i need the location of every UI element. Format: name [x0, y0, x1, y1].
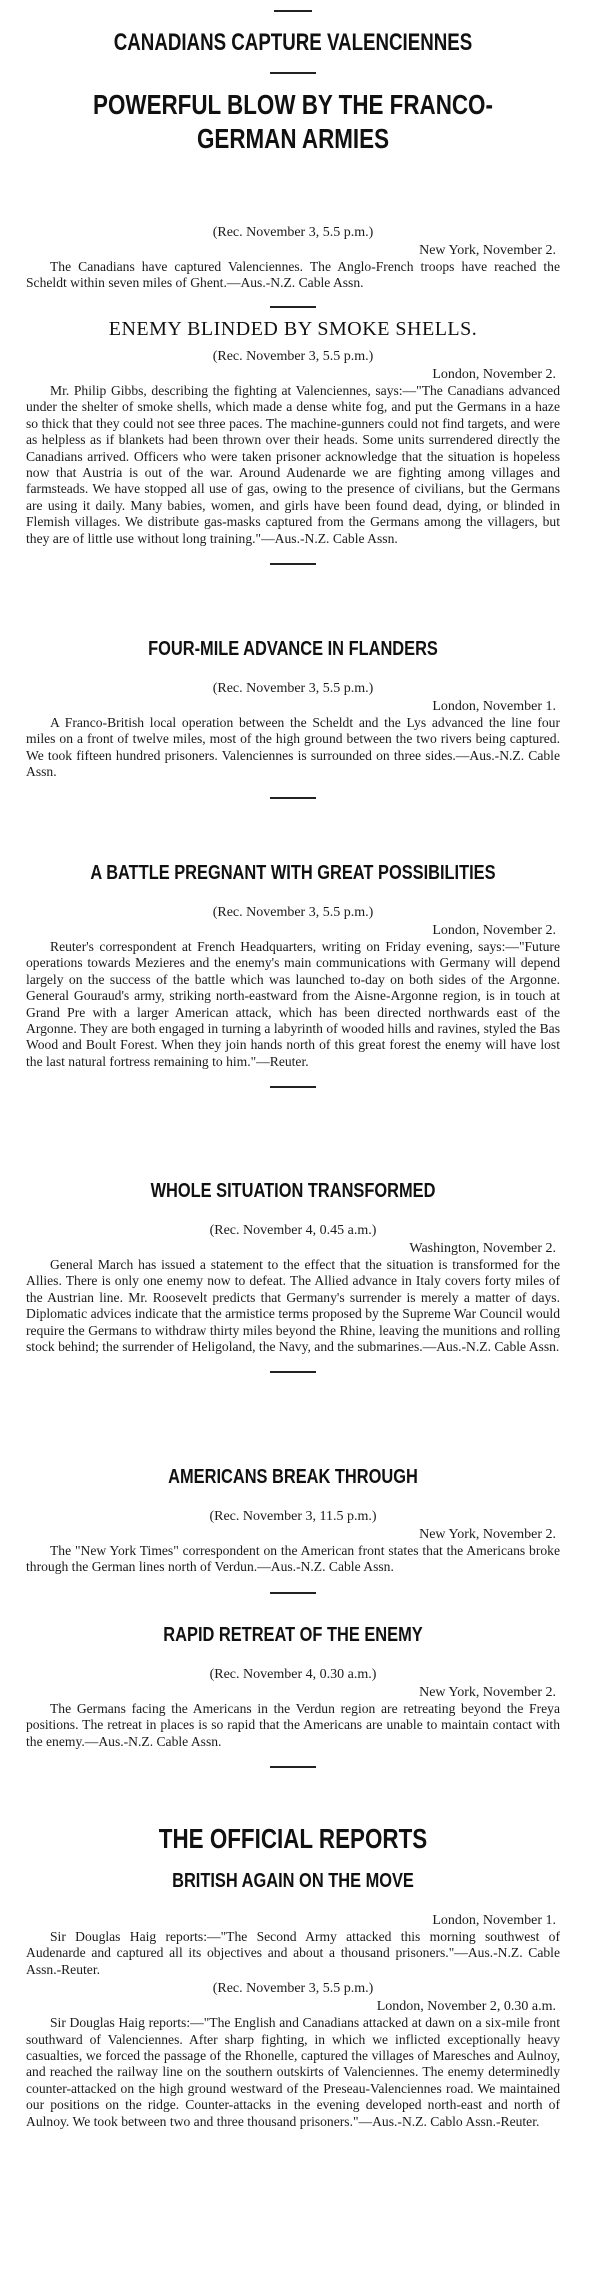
official-reports — [26, 1822, 560, 2130]
article-title: A BATTLE PREGNANT WITH GREAT POSSIBILITIES — [90, 862, 496, 884]
article-title: WHOLE SITUATION TRANSFORMED — [150, 1180, 436, 1202]
dateline: New York, November 2. — [419, 243, 556, 258]
article — [26, 860, 560, 1088]
article-title: FOUR-MILE ADVANCE IN FLANDERS — [148, 638, 438, 660]
received-line: (Rec. November 4, 0.30 a.m.) — [209, 1667, 377, 1682]
divider — [270, 1766, 316, 1768]
dateline: London, November 2. — [432, 367, 556, 382]
report-body: Sir Douglas Haig reports:—"The English and Canadians attacked at dawn on a six-mile front southward of Valenciennes. After sharp fighting, in which we inflicted exceptionally heavy casualties, we forced the passage of the Rhonelle, captured the villages of Maresches and Aulnoy, and reached the railway line on the southern outskirts of Valenciennes. The enemy determinedly counter-attacked on the high ground westward of the Preseau-Valenciennes road. We maintained our positions on the ridge. Counter-attacks in the evening developed north-east and north of Aulnoy. We took between two and three thousand prisoners."—Aus.-N.Z. Cablo Assn.-Reuter. — [26, 2015, 560, 2129]
divider — [270, 1086, 316, 1088]
dateline: London, November 2. — [432, 923, 556, 938]
main-headline: CANADIANS CAPTURE VALENCIENNES — [113, 29, 473, 56]
divider — [270, 1371, 316, 1373]
top-block — [26, 0, 560, 156]
article-body: Reuter's correspondent at French Headquarters, writing on Friday evening, says:—"Future operations towards Mezieres and the enemy's main communications with Germany will depend largely on the success of the battle which was launched to-day on both sides of the Argonne. General Gouraud's army, striking north-eastward from the Aisne-Argonne region, is in touch at Grand Pre with a larger American attack, which has been directed northwards east of the Argonne. They are both engaged in turning a labyrinth of wooded hills and ravines, styled the Bas Wood and Boult Forest. When they join hands north of this great forest the enemy will have lost the last natural fortress remaining to him."—Reuter. — [26, 939, 560, 1069]
received-line: (Rec. November 3, 5.5 p.m.) — [212, 1981, 374, 1997]
divider — [270, 306, 316, 308]
article-body: General March has issued a statement to the effect that the situation is transformed for the Allies. There is only one enemy now to defeat. The Allied advance in Italy covers forty miles of the Austrian line. Mr. Roosevelt predicts that Germany's surrender is merely a matter of days. Diplomatic advices indicate that the armistice terms proposed by the Supreme War Council would require the Germans to withdraw thirty miles beyond the Rhine, leaving the munitions and rolling stock behind; the surrender of Heligoland, the Navy, and the submarines.—Aus.-N.Z. Cable Assn. — [26, 1257, 560, 1355]
top-rule — [274, 10, 312, 12]
dateline: London, November 2, 0.30 a.m. — [376, 1999, 556, 2015]
divider — [270, 1592, 316, 1594]
article-title: ENEMY BLINDED BY SMOKE SHELLS. — [108, 318, 478, 340]
article-body: The Canadians have captured Valenciennes. The Anglo-French troops have reached the Scheldt within seven miles of Ghent.—Aus.-N.Z. Cable Assn. — [26, 259, 560, 291]
received-line: (Rec. November 3, 5.5 p.m.) — [212, 225, 374, 240]
article — [26, 1464, 560, 1594]
received-line: (Rec. November 3, 11.5 p.m.) — [209, 1509, 377, 1524]
dateline: London, November 1. — [432, 1913, 556, 1928]
received-line: (Rec. November 3, 5.5 p.m.) — [212, 349, 374, 364]
divider — [270, 797, 316, 799]
article — [26, 224, 560, 308]
report-body: Sir Douglas Haig reports:—"The Second Army attacked this morning southwest of Audenarde and captured all its objectives and about a thousand prisoners."—Aus.-N.Z. Cable Assn.-Reuter. — [26, 1929, 560, 1977]
article — [26, 316, 560, 565]
dateline: New York, November 2. — [419, 1685, 556, 1700]
received-line: (Rec. November 3, 5.5 p.m.) — [212, 905, 374, 920]
received-line: (Rec. November 3, 5.5 p.m.) — [212, 681, 374, 696]
received-line: (Rec. November 4, 0.45 a.m.) — [209, 1223, 377, 1238]
article-body: Mr. Philip Gibbs, describing the fighting at Valenciennes, says:—"The Canadians advanced under the shelter of smoke shells, which made a dense white fog, and put the Germans in a haze so thick that they could not see three paces. The machine-gunners could not find targets, and were as helpless as if blankets had been thrown over their heads. Some units surrendered directly the Canadians arrived. Officers who were taken prisoner acknowledge that the situation is hopeless now that Austria is out of the war. Around Audenarde we are fighting among villages and farmsteads. We have stopped all use of gas, owing to the presence of civilians, but the Germans are using it daily. Many babies, women, and girls have been found dead, dying, or blinded in Flemish villages. We distribute gas-masks captured from the Germans among the villagers, but they are of little use without long training."—Aus.-N.Z. Cable Assn. — [26, 383, 560, 546]
article — [26, 1178, 560, 1373]
article-body: The Germans facing the Americans in the Verdun region are retreating beyond the Freya positions. The retreat in places is so rapid that the Americans are unable to maintain contact with the enemy.—Aus.-N.Z. Cable Assn. — [26, 1701, 560, 1749]
article — [26, 636, 560, 799]
divider — [270, 563, 316, 565]
article-title: RAPID RETREAT OF THE ENEMY — [163, 1624, 423, 1646]
article — [26, 1622, 560, 1768]
official-headline: THE OFFICIAL REPORTS — [158, 1823, 428, 1854]
dateline: London, November 1. — [432, 699, 556, 714]
divider — [270, 72, 316, 74]
dateline: Washington, November 2. — [409, 1241, 556, 1256]
article-body: The "New York Times" correspondent on the American front states that the Americans broke through the German lines north of Verdun.—Aus.-N.Z. Cable Assn. — [26, 1543, 560, 1575]
article-title: AMERICANS BREAK THROUGH — [168, 1466, 418, 1488]
dateline: New York, November 2. — [419, 1527, 556, 1542]
sub-headline: POWERFUL BLOW BY THE FRANCO-GERMAN ARMIES — [93, 89, 493, 154]
article-body: A Franco-British local operation between the Scheldt and the Lys advanced the line four miles on a front of twelve miles, most of the high ground between the two rivers being captured. We took fifteen hundred prisoners. Valenciennes is surrounded on three sides.—Aus.-N.Z. Cable Assn. — [26, 715, 560, 780]
official-subheadline: BRITISH AGAIN ON THE MOVE — [172, 1870, 414, 1892]
